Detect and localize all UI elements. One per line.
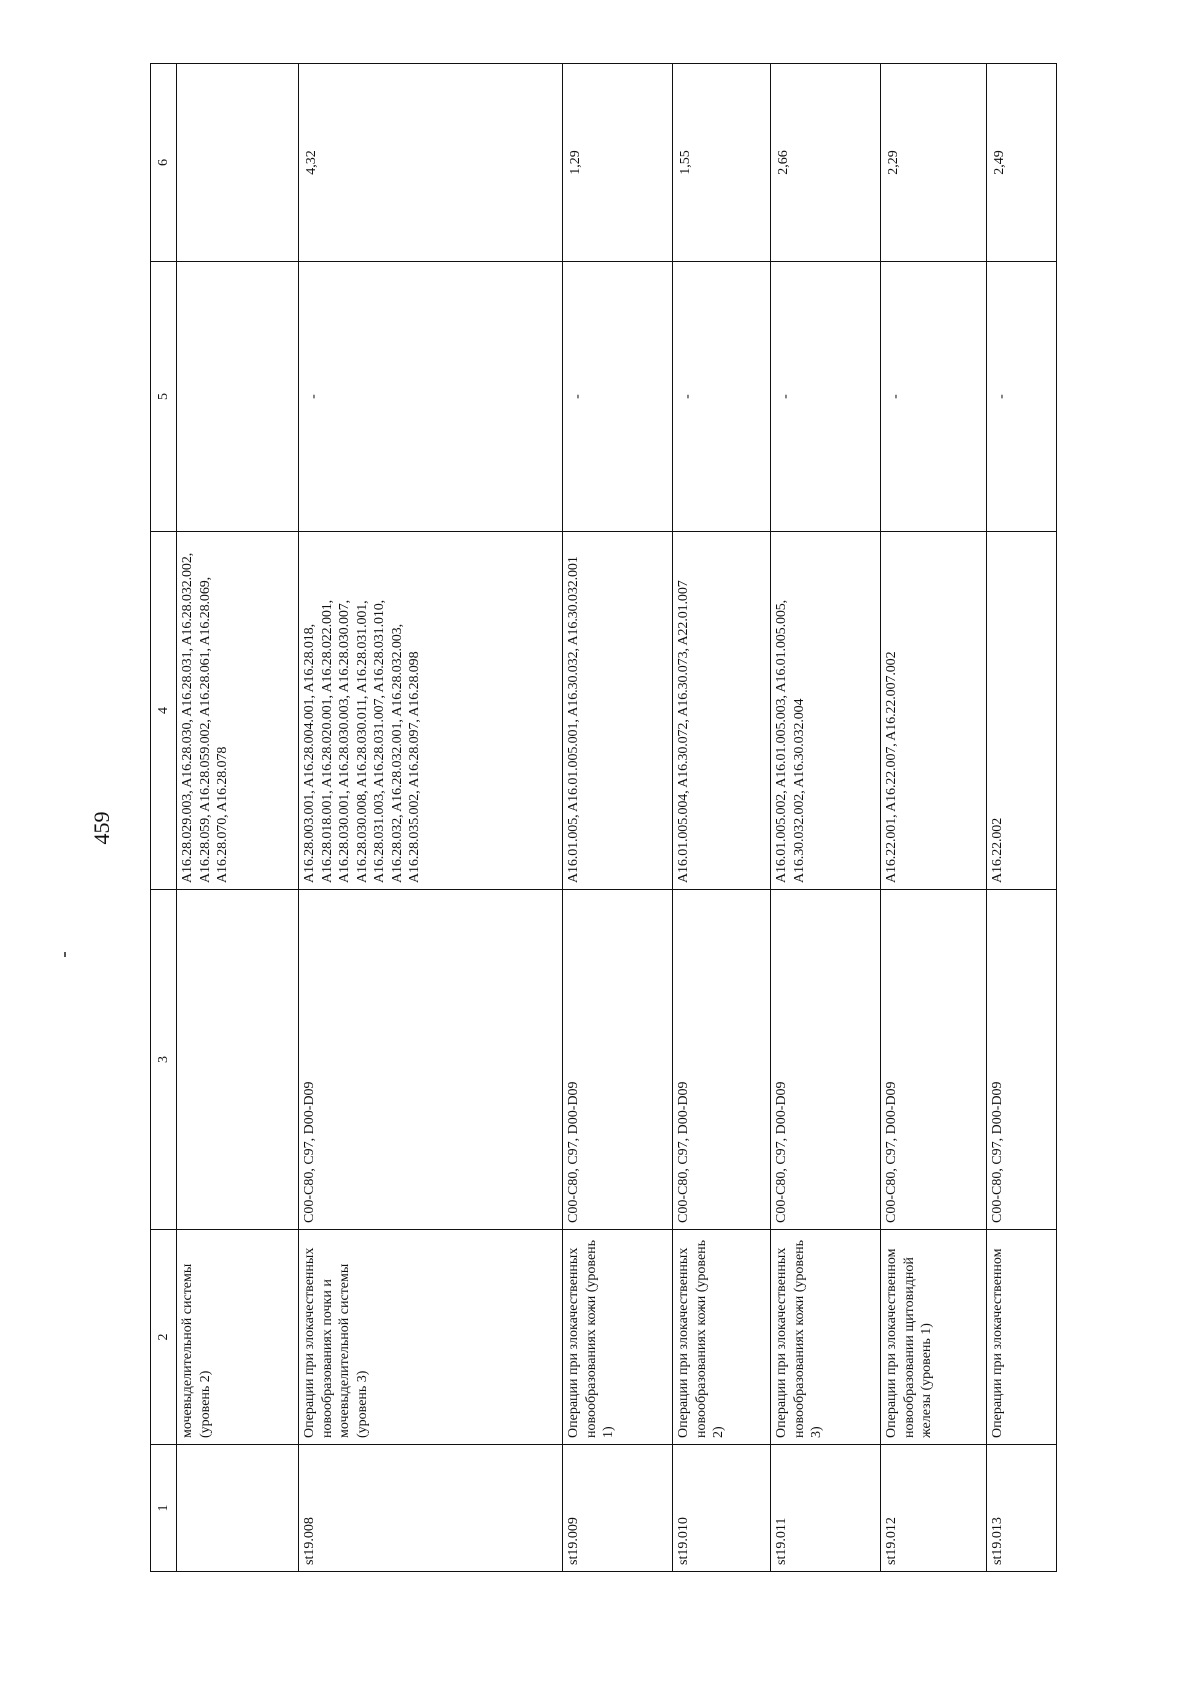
header-cell-1: 1 <box>151 1445 177 1572</box>
cell-additional-criteria: - <box>563 262 673 532</box>
cell-coefficient: 2,49 <box>987 64 1057 262</box>
cell-service-codes: A16.22.002 <box>987 532 1057 890</box>
header-cell-3: 3 <box>151 890 177 1230</box>
cell-service-codes: A16.22.001, A16.22.007, A16.22.007.002 <box>881 532 987 890</box>
cell-name: Операции при злокачественных новообразованиях кожи (уровень 3) <box>771 1230 881 1445</box>
header-cell-2: 2 <box>151 1230 177 1445</box>
cell-name: мочевыделительной системы (уровень 2) <box>177 1230 299 1445</box>
cell-name: Операции при злокачественных новообразованиях почки и мочевыделительной системы (уровень 3) <box>299 1230 563 1445</box>
cell-service-codes: A16.28.029.003, A16.28.030, A16.28.031, A16.28.032.002, A16.28.059, A16.28.059.002, A16.28.061, A16.28.069, A16.28.070, A16.28.078 <box>177 532 299 890</box>
cell-diagnosis-codes: C00-C80, C97, D00-D09 <box>563 890 673 1230</box>
header-cell-4: 4 <box>151 532 177 890</box>
cell-coefficient: 2,29 <box>881 64 987 262</box>
table-row <box>563 64 673 1572</box>
cell-diagnosis-codes: C00-C80, C97, D00-D09 <box>881 890 987 1230</box>
table-row <box>177 64 299 1572</box>
table-row <box>987 64 1057 1572</box>
cell-service-codes: A16.28.003.001, A16.28.004.001, A16.28.018, A16.28.018.001, A16.28.020.001, A16.28.022.001, A16.28.030.001, A16.28.030.003, A16.28.030.007, A16.28.030.008, A16.28.030.011, A16.28.031.001, A16.28.031.003, A16.28.031.007, A16.28.031.010, A16.28.032, A16.28.032.001, A16.28.032.003, A16.28.035.002, A16.28.097, A16.28.098 <box>299 532 563 890</box>
cell-name: Операции при злокачественных новообразованиях кожи (уровень 2) <box>673 1230 771 1445</box>
cell-code: st19.013 <box>987 1445 1057 1572</box>
cell-additional-criteria: - <box>673 262 771 532</box>
cell-additional-criteria: - <box>771 262 881 532</box>
cell-diagnosis-codes: C00-C80, C97, D00-D09 <box>673 890 771 1230</box>
cell-coefficient: 1,55 <box>673 64 771 262</box>
cell-additional-criteria: - <box>299 262 563 532</box>
cell-name: Операции при злокачественных новообразованиях кожи (уровень 1) <box>563 1230 673 1445</box>
cell-diagnosis-codes: C00-C80, C97, D00-D09 <box>987 890 1057 1230</box>
table-row <box>881 64 987 1572</box>
cell-service-codes: A16.01.005.004, A16.30.072, A16.30.073, A22.01.007 <box>673 532 771 890</box>
table-row <box>673 64 771 1572</box>
cell-service-codes: A16.01.005, A16.01.005.001, A16.30.032, A16.30.032.001 <box>563 532 673 890</box>
header-cell-5: 5 <box>151 262 177 532</box>
cell-service-codes: A16.01.005.002, A16.01.005.003, A16.01.005.005, A16.30.032.002, A16.30.032.004 <box>771 532 881 890</box>
cell-additional-criteria <box>177 262 299 532</box>
cell-coefficient: 2,66 <box>771 64 881 262</box>
table-row <box>299 64 563 1572</box>
cell-diagnosis-codes <box>177 890 299 1230</box>
cell-code: st19.009 <box>563 1445 673 1572</box>
table-row <box>771 64 881 1572</box>
cell-code <box>177 1445 299 1572</box>
cell-name: Операции при злокачественном <box>987 1230 1057 1445</box>
cell-diagnosis-codes: C00-C80, C97, D00-D09 <box>299 890 563 1230</box>
page-number: 459 <box>89 811 114 845</box>
cell-code: st19.008 <box>299 1445 563 1572</box>
cell-additional-criteria: - <box>987 262 1057 532</box>
cell-name: Операции при злокачественном новообразовании щитовидной железы (уровень 1) <box>881 1230 987 1445</box>
tariff-table <box>150 63 1057 1572</box>
scan-artifact <box>64 952 66 957</box>
cell-diagnosis-codes: C00-C80, C97, D00-D09 <box>771 890 881 1230</box>
header-cell-6: 6 <box>151 64 177 262</box>
cell-coefficient: 1,29 <box>563 64 673 262</box>
cell-code: st19.011 <box>771 1445 881 1572</box>
cell-coefficient: 4,32 <box>299 64 563 262</box>
rotated-table-container <box>150 64 1056 1572</box>
cell-code: st19.012 <box>881 1445 987 1572</box>
cell-code: st19.010 <box>673 1445 771 1572</box>
cell-coefficient <box>177 64 299 262</box>
header-row <box>151 64 177 1572</box>
cell-additional-criteria: - <box>881 262 987 532</box>
